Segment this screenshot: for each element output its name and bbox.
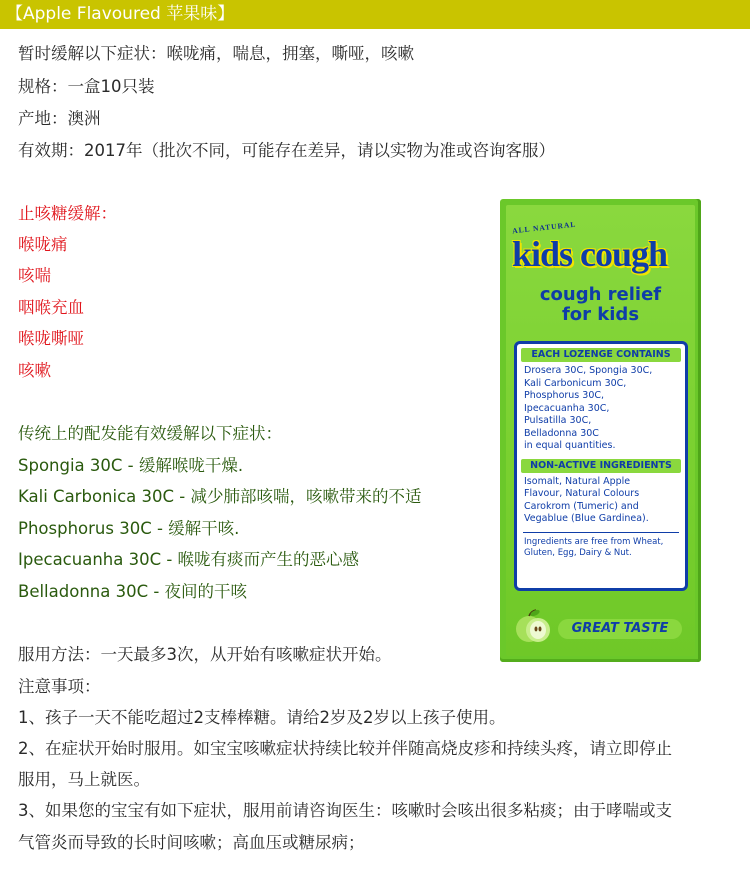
contains-list — [517, 362, 685, 455]
traditional-item: Spongia 30C - 缓解喉咙干燥. — [18, 456, 244, 475]
origin-text: 产地：澳洲 — [18, 109, 101, 128]
product-box-image — [500, 199, 701, 662]
traditional-item: Kali Carbonica 30C - 减少肺部咳喘，咳嗽带来的不适 — [18, 487, 422, 506]
note-item-cont: 服用，马上就医。 — [18, 770, 150, 789]
ingredient-line: Ipecacuanha 30C, — [524, 402, 610, 414]
spec-text: 规格：一盒10只装 — [18, 77, 155, 96]
free-from-line: Ingredients are free from Wheat, — [524, 536, 664, 547]
product-box-face — [506, 205, 695, 656]
tagline — [506, 285, 695, 325]
relief-item: 喉咙痛 — [18, 235, 68, 254]
ingredient-line: Isomalt, Natural Apple — [524, 475, 631, 487]
tagline-line: cough relief — [539, 284, 662, 305]
dosage-text: 服用方法：一天最多3次，从开始有咳嗽症状开始。 — [18, 645, 392, 664]
traditional-item: Phosphorus 30C - 缓解干咳. — [18, 519, 240, 538]
note-item-cont: 气管炎而导致的长时间咳嗽；高血压或糖尿病； — [18, 833, 365, 852]
tagline-line: for kids — [561, 304, 640, 325]
nonactive-heading: NON-ACTIVE INGREDIENTS — [521, 459, 681, 473]
relief-item: 咳嗽 — [18, 361, 51, 380]
section-header: 【Apple Flavoured 苹果味】 — [0, 0, 750, 29]
brand-logo: kids cough — [512, 234, 668, 274]
traditional-item: Ipecacuanha 30C - 喉咙有痰而产生的恶心感 — [18, 550, 360, 569]
free-from-line: Gluten, Egg, Dairy & Nut. — [524, 548, 632, 558]
relief-item: 咽喉充血 — [18, 298, 84, 317]
great-taste-badge: GREAT TASTE — [558, 619, 682, 639]
free-from-text — [517, 533, 685, 560]
relief-item: 咳喘 — [18, 266, 51, 285]
ingredient-line: Belladonna 30C — [524, 427, 599, 439]
ingredient-line: Flavour, Natural Colours — [524, 488, 640, 499]
ingredient-line: Drosera 30C, Spongia 30C, — [524, 365, 653, 376]
ingredient-line: Pulsatilla 30C, — [524, 415, 592, 426]
relief-title: 止咳糖缓解： — [18, 204, 117, 223]
ingredient-line: Vegablue (Blue Gardinea). — [524, 513, 649, 524]
ingredient-line: Carokrom (Tumeric) and — [524, 500, 639, 512]
nonactive-list — [517, 473, 685, 528]
ingredient-line: in equal quantities. — [524, 440, 616, 451]
traditional-item: Belladonna 30C - 夜间的干咳 — [18, 582, 248, 601]
ingredient-line: Kali Carbonicum 30C, — [524, 377, 627, 389]
ingredients-panel — [514, 341, 688, 591]
note-item: 2、在症状开始时服用。如宝宝咳嗽症状持续比较并伴随高烧皮疹和持续头疼，请立即停止 — [18, 739, 672, 758]
symptoms-text: 暂时缓解以下症状：喉咙痛，喘息，拥塞，嘶哑，咳嗽 — [18, 44, 414, 63]
apple-icon — [514, 607, 552, 645]
notes-title: 注意事项： — [18, 677, 101, 696]
relief-item: 喉咙嘶哑 — [18, 329, 84, 348]
traditional-title: 传统上的配发能有效缓解以下症状： — [18, 424, 282, 443]
expiry-text: 有效期：2017年（批次不同，可能存在差异，请以实物为准或咨询客服） — [18, 141, 555, 160]
note-item: 3、如果您的宝宝有如下症状，服用前请咨询医生：咳嗽时会咳出很多粘痰；由于哮喘或支 — [18, 801, 672, 820]
contains-heading: EACH LOZENGE CONTAINS — [521, 348, 681, 362]
note-item: 1、孩子一天不能吃超过2支棒棒糖。请给2岁及2岁以上孩子使用。 — [18, 708, 506, 727]
all-natural-label: ALL NATURAL — [511, 219, 577, 236]
ingredient-line: Phosphorus 30C, — [524, 390, 605, 401]
